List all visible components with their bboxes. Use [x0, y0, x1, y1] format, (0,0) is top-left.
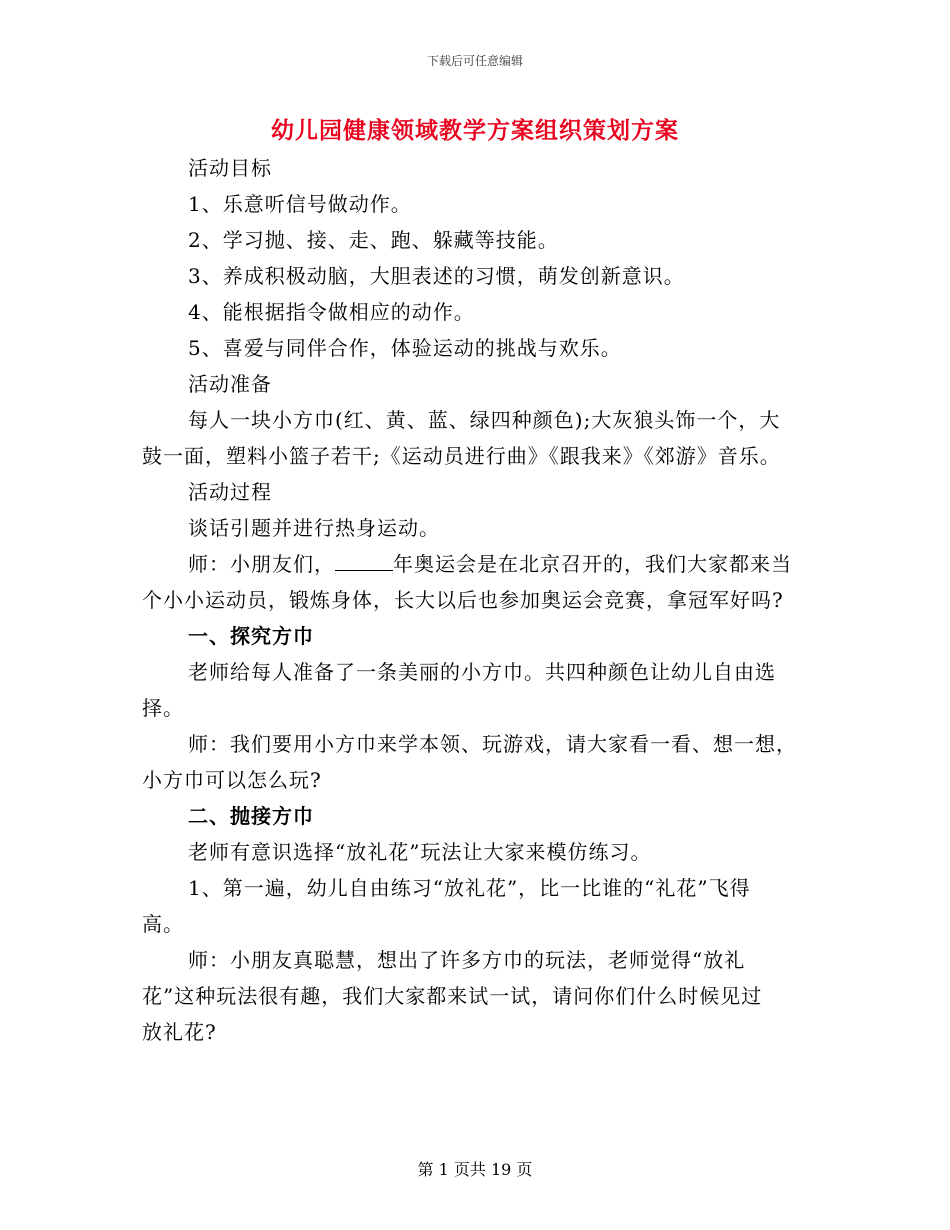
paragraph-teacher-play-cont: 小方巾可以怎么玩?	[142, 768, 322, 792]
paragraph-warmup: 谈话引题并进行热身运动。	[188, 516, 440, 540]
goal-item-3: 3、养成积极动脑，大胆表述的习惯，萌发创新意识。	[188, 264, 685, 288]
header-note: 下载后可任意编辑	[426, 54, 523, 68]
paragraph-first-round-cont: 高。	[142, 912, 184, 936]
paragraph-teacher-praise-end: 放礼花?	[142, 1020, 217, 1044]
paragraph-first-round: 1、第一遍，幼儿自由练习“放礼花”，比一比谁的“礼花”飞得	[188, 876, 751, 900]
heading-toss-scarf: 二、抛接方巾	[188, 804, 314, 828]
section-label-process: 活动过程	[188, 480, 272, 504]
teacher-intro-end: 年奥运会是在北京召开的，我们大家都来当	[393, 552, 792, 576]
paragraph-scarf-prep-cont: 择。	[142, 696, 184, 720]
paragraph-teacher-intro	[142, 546, 810, 582]
goal-item-1: 1、乐意听信号做动作。	[188, 192, 412, 216]
preparation-text-cont: 鼓一面，塑料小篮子若干;《运动员进行曲》《跟我来》《郊游》音乐。	[142, 444, 781, 468]
goal-item-4: 4、能根据指令做相应的动作。	[188, 300, 475, 324]
section-label-goals: 活动目标	[188, 156, 272, 180]
document-body	[142, 150, 810, 1050]
teacher-intro-start: 师：小朋友们，	[188, 552, 335, 576]
heading-explore-scarf: 一、探究方巾	[188, 624, 314, 648]
preparation-text: 每人一块小方巾(红、黄、蓝、绿四种颜色);大灰狼头饰一个，大	[188, 408, 781, 432]
paragraph-teacher-praise: 师：小朋友真聪慧，想出了许多方巾的玩法，老师觉得“放礼	[188, 948, 746, 972]
paragraph-scarf-prep: 老师给每人准备了一条美丽的小方巾。共四种颜色让幼儿自由选	[188, 660, 776, 684]
goal-item-2: 2、学习抛、接、走、跑、躲藏等技能。	[188, 228, 559, 252]
paragraph-fireworks-intro: 老师有意识选择“放礼花”玩法让大家来模仿练习。	[188, 840, 652, 864]
section-label-preparation: 活动准备	[188, 372, 272, 396]
page-number: 第 1 页共 19 页	[417, 1160, 533, 1179]
document-title: 幼儿园健康领域教学方案组织策划方案	[271, 117, 679, 144]
fill-blank	[335, 550, 393, 571]
paragraph-teacher-intro-cont: 个小小运动员，锻炼身体，长大以后也参加奥运会竞赛，拿冠军好吗?	[142, 588, 784, 612]
paragraph-teacher-play: 师：我们要用小方巾来学本领、玩游戏，请大家看一看、想一想，	[188, 732, 797, 756]
goal-item-5: 5、喜爱与同伴合作，体验运动的挑战与欢乐。	[188, 336, 622, 360]
paragraph-teacher-praise-cont: 花”这种玩法很有趣，我们大家都来试一试，请问你们什么时候见过	[142, 984, 763, 1008]
